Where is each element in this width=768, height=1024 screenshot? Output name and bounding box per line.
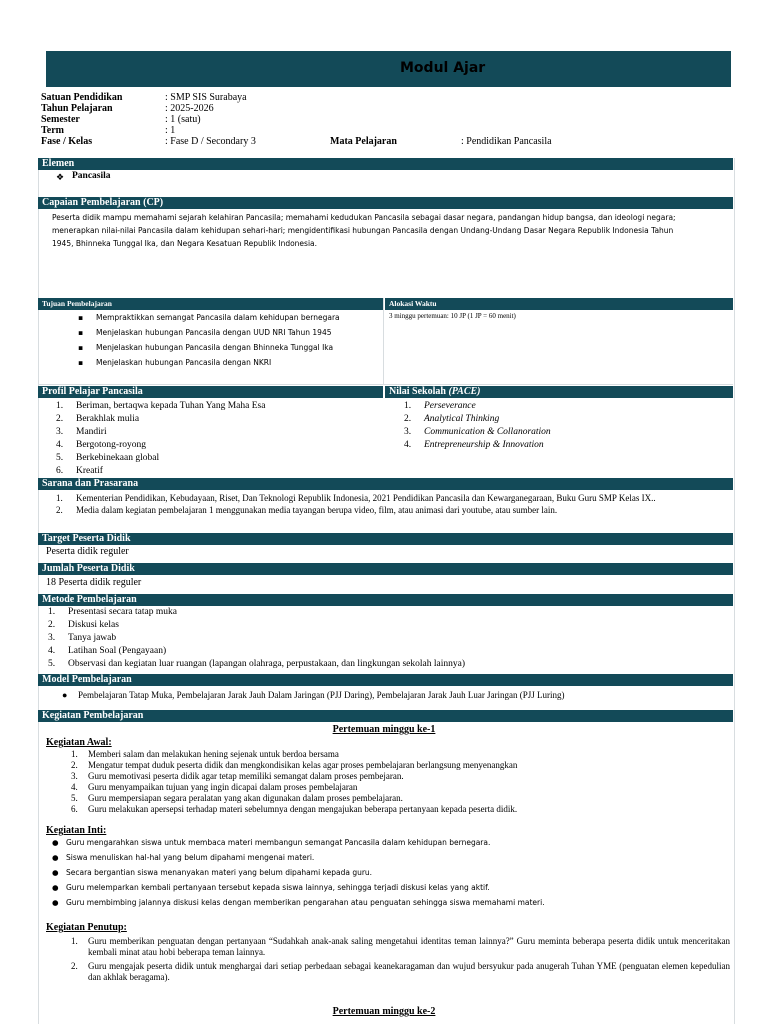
cp-header: Capaian Pembelajaran (CP) — [38, 197, 733, 209]
column-divider — [383, 298, 384, 384]
diamond-bullet-icon: ❖ — [56, 172, 65, 182]
list-item: 2. Berakhlak mulia — [56, 414, 140, 424]
list-item: 4. Bergotong-royong — [56, 440, 147, 450]
tujuan-header: Tujuan Pembelajaran — [38, 298, 383, 310]
cp-line: Peserta didik mampu memahami sejarah kelahiran Pancasila; memahami kedudukan Pancasila sebagai dasar negara, pandangan hidup bangsa, dan ideologi negara; — [52, 213, 676, 222]
list-item: 2. Diskusi kelas — [48, 620, 119, 630]
list-item: ▪ Menjelaskan hubungan Pancasila dengan UUD NRI Tahun 1945 — [78, 325, 340, 340]
list-item: 1. Perseverance — [404, 401, 476, 411]
target-text: Peserta didik reguler — [46, 546, 129, 557]
square-bullet-icon: ▪ — [78, 343, 84, 352]
round-bullet-icon: ● — [62, 690, 68, 700]
pertemuan-2-heading: Pertemuan minggu ke-2 — [332, 1006, 436, 1017]
profil-list — [56, 400, 265, 478]
elemen-item: Pancasila — [72, 171, 111, 181]
round-bullet-icon: ● — [52, 883, 59, 892]
title-band — [46, 51, 731, 87]
model-text: Pembelajaran Tatap Muka, Pembelajaran Jarak Jauh Dalam Jaringan (PJJ Daring), Pembelajaran Jarak Jauh Luar Jaringan (PJJ Luring) — [78, 690, 565, 700]
tahun-value: : 2025-2026 — [165, 103, 214, 114]
nilai-list — [404, 400, 551, 452]
list-item: 6. Kreatif — [56, 466, 103, 476]
list-item: ● Secara bergantian siswa menanyakan materi yang belum dipahami kepada guru. — [52, 865, 545, 880]
round-bullet-icon: ● — [52, 838, 59, 847]
list-item: 1. Presentasi secara tatap muka — [48, 607, 177, 617]
list-item: 2. Media dalam kegiatan pembelajaran 1 menggunakan media tayangan berupa video, film, atau animasi dari youtube, atau sumber lain. — [56, 505, 558, 515]
model-header: Model Pembelajaran — [38, 674, 733, 686]
elemen-header: Elemen — [38, 158, 733, 170]
jumlah-text: 18 Peserta didik reguler — [46, 577, 142, 588]
kegiatan-penutup-list — [71, 936, 730, 983]
list-item: 6. Guru melakukan apersepsi terhadap materi sebelumnya dengan mengajukan beberapa pertanyaan kepada peserta didik. — [71, 804, 518, 814]
mapel-label: Mata Pelajaran — [330, 136, 397, 147]
list-item: 1. Memberi salam dan melakukan hening sejenak untuk berdoa bersama — [71, 749, 339, 759]
sarana-header: Sarana dan Prasarana — [38, 478, 733, 490]
list-item: ● Guru melemparkan kembali pertanyaan tersebut kepada siswa lainnya, sehingga terjadi diskusi kelas yang aktif. — [52, 880, 545, 895]
list-item: ▪ Mempraktikkan semangat Pancasila dalam kehidupan bernegara — [78, 310, 340, 325]
kegiatan-awal-list — [71, 749, 517, 815]
satuan-label: Satuan Pendidikan — [41, 92, 123, 103]
round-bullet-icon: ● — [52, 853, 59, 862]
profil-header: Profil Pelajar Pancasila — [38, 386, 383, 398]
tahun-label: Tahun Pelajaran — [41, 103, 113, 114]
square-bullet-icon: ▪ — [78, 358, 84, 367]
fase-label: Fase / Kelas — [41, 136, 93, 147]
alokasi-text: 3 minggu pertemuan: 10 JP (1 JP = 60 menit) — [389, 312, 516, 320]
list-item: 5. Berkebinekaan global — [56, 453, 160, 463]
sarana-list — [56, 492, 656, 516]
list-item: 5. Guru mempersiapan segara peralatan yang akan digunakan dalam proses pembelajaran. — [71, 793, 403, 803]
square-bullet-icon: ▪ — [78, 313, 84, 322]
list-item: 3. Guru memotivasi peserta didik agar tetap memiliki semangat dalam proses pembejaran. — [71, 771, 404, 781]
kegiatan-awal-heading: Kegiatan Awal: — [46, 737, 112, 748]
list-item: 3. Communication & Collanoration — [404, 427, 551, 437]
list-item: 1. Guru memberikan penguatan dengan pertanyaan “Sudahkah anak-anak saling mengetahui identitas teman lainnya?” Guru meminta beberapa peserta didik untuk menceritakan kembali minat atau hobi beberapa teman lainnya. — [71, 936, 730, 957]
cp-line: 1945, Bhinneka Tunggal Ika, dan Negara Kesatuan Republik Indonesia. — [52, 239, 318, 248]
kegiatan-header: Kegiatan Pembelajaran — [38, 710, 733, 722]
list-item: 3. Mandiri — [56, 427, 107, 437]
kegiatan-inti-heading: Kegiatan Inti: — [46, 825, 107, 836]
fase-value: : Fase D / Secondary 3 — [165, 136, 256, 147]
satuan-value: : SMP SIS Surabaya — [165, 92, 247, 103]
metode-header: Metode Pembelajaran — [38, 594, 733, 606]
list-item: 1. Kementerian Pendidikan, Kebudayaan, Riset, Dan Teknologi Republik Indonesia, 2021 Pendidikan Pancasila dan Kewarganegaraan, Buku Guru SMP Kelas IX.. — [56, 493, 656, 503]
mapel-value: : Pendidikan Pancasila — [461, 136, 552, 147]
list-item: ▪ Menjelaskan hubungan Pancasila dengan Bhinneka Tunggal Ika — [78, 340, 340, 355]
round-bullet-icon: ● — [52, 868, 59, 877]
list-item: 4. Guru menyampaikan tujuan yang ingin dicapai dalam proses pembelajaran — [71, 782, 358, 792]
list-item: ● Guru mengarahkan siswa untuk membaca materi membangun semangat Pancasila dalam kehidupan bernegara. — [52, 835, 545, 850]
semester-label: Semester — [41, 114, 80, 125]
round-bullet-icon: ● — [52, 898, 59, 907]
target-header: Target Peserta Didik — [38, 533, 733, 545]
list-item: 2. Mengatur tempat duduk peserta didik dan mengkondisikan kelas agar proses pembelajaran berlangsung menyenangkan — [71, 760, 518, 770]
list-item: 1. Beriman, bertaqwa kepada Tuhan Yang Maha Esa — [56, 401, 266, 411]
list-item: 2. Analytical Thinking — [404, 414, 500, 424]
semester-value: : 1 (satu) — [165, 114, 201, 125]
cp-line: menerapkan nilai-nilai Pancasila dalam kehidupan sehari-hari; mengidentifikasi hubungan Pancasila dengan Undang-Undang Dasar Negara Republik Indonesia Tahun — [52, 226, 674, 235]
kegiatan-penutup-heading: Kegiatan Penutup: — [46, 922, 127, 933]
kegiatan-inti-list — [52, 835, 545, 910]
divider — [38, 384, 733, 385]
alokasi-header: Alokasi Waktu — [385, 298, 733, 310]
list-item: 5. Observasi dan kegiatan luar ruangan (lapangan olahraga, perpustakaan, dan lingkungan sekolah lainnya) — [48, 659, 466, 669]
tujuan-list — [78, 310, 340, 370]
list-item: ▪ Menjelaskan hubungan Pancasila dengan NKRI — [78, 355, 340, 370]
list-item: 4. Entrepreneurship & Innovation — [404, 440, 544, 450]
term-label: Term — [41, 125, 64, 136]
list-item: ● Guru membimbing jalannya diskusi kelas dengan memberikan pengarahan atau penguatan sehingga siswa memahami materi. — [52, 895, 545, 910]
cp-text — [52, 211, 732, 250]
page-title: Modul Ajar — [400, 60, 486, 76]
list-item: ● Siswa menuliskan hal-hal yang belum dipahami mengenai materi. — [52, 850, 545, 865]
list-item: 4. Latihan Soal (Pengayaan) — [48, 646, 167, 656]
pertemuan-1-heading: Pertemuan minggu ke-1 — [332, 724, 436, 735]
list-item: 3. Tanya jawab — [48, 633, 117, 643]
nilai-header: Nilai Sekolah (PACE) — [385, 386, 733, 398]
metode-list — [48, 606, 465, 671]
square-bullet-icon: ▪ — [78, 328, 84, 337]
jumlah-header: Jumlah Peserta Didik — [38, 563, 733, 575]
term-value: : 1 — [165, 125, 176, 136]
list-item: 2. Guru mengajak peserta didik untuk menghargai dari setiap perbedaan sebagai keanekaragaman dan wujud bersyukur pada anugerah Tuhan YME (penguatan elemen kepedulian dan akhlak beragama). — [71, 961, 730, 982]
